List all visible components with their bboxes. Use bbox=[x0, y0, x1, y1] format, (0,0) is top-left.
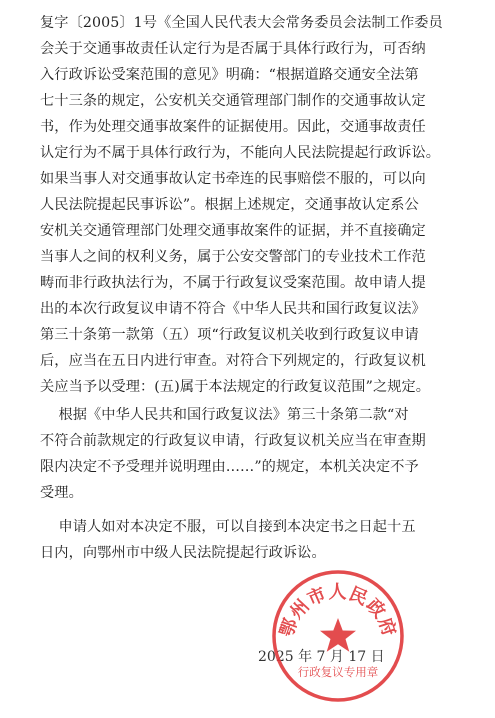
paragraph-line: 根据《中华人民共和国行政复议法》第三十条第二款“对 bbox=[40, 407, 409, 423]
body-line: 认定行为不属于具体行政行为，不能向人民法院提起行政诉讼。 bbox=[40, 145, 441, 161]
body-line: 出的本次行政复议申请不符合《中华人民共和国行政复议法》 bbox=[40, 301, 426, 317]
body-line: 七十三条的规定，公安机关交通管理部门制作的交通事故认定 bbox=[40, 93, 426, 109]
body-line: 日内，向鄂州市中级人民法院提起行政诉讼。 bbox=[40, 545, 326, 561]
body-line: 第三十条第一款第（五）项“行政复议机关收到行政复议申请 bbox=[40, 327, 419, 343]
body-line: 复字〔2005〕1号《全国人民代表大会常务委员会法制工作委员 bbox=[40, 15, 443, 31]
body-line: 当事人之间的权利义务，属于公安交警部门的专业技术工作范 bbox=[40, 249, 426, 265]
body-line: 书，作为处理交通事故案件的证据使用。因此，交通事故责任 bbox=[40, 119, 426, 135]
body-line: 后，应当在五日内进行审查。对符合下列规定的，行政复议机 bbox=[40, 353, 426, 369]
seal-star-icon bbox=[320, 618, 356, 652]
body-line: 如果当事人对交通事故认定书牵连的民事赔偿不服的，可以向 bbox=[40, 171, 426, 187]
body-line: 安机关交通管理部门处理交通事故案件的证据，并不直接确定 bbox=[40, 223, 426, 239]
body-line: 人民法院提起民事诉讼”。根据上述规定，交通事故认定系公 bbox=[40, 197, 419, 213]
official-seal bbox=[268, 566, 408, 706]
seal-top-text: 鄂州市人民政府 bbox=[276, 582, 400, 640]
document-date: 2025 年 7 月 17 日 bbox=[258, 649, 385, 665]
paragraph-line: 申请人如对本决定不服，可以自接到本决定书之日起十五 bbox=[40, 519, 416, 535]
body-line: 不符合前款规定的行政复议申请，行政复议机关应当在审查期 bbox=[40, 433, 426, 449]
body-line: 关应当予以受理：(五)属于本法规定的行政复议范围”之规定。 bbox=[40, 379, 431, 395]
body-line: 受理。 bbox=[40, 485, 83, 501]
body-line: 会关于交通事故责任认定行为是否属于具体行政行为，可否纳 bbox=[40, 41, 426, 57]
body-line: 畴而非行政执法行为，不属于行政复议受案范围。故申请人提 bbox=[40, 275, 426, 291]
body-line: 入行政诉讼受案范围的意见》明确：“根据道路交通安全法第 bbox=[40, 67, 419, 83]
seal-bottom-text: 行政复议专用章 bbox=[297, 665, 379, 679]
body-line: 限内决定不予受理并说明理由……”的规定，本机关决定不予 bbox=[40, 459, 419, 475]
